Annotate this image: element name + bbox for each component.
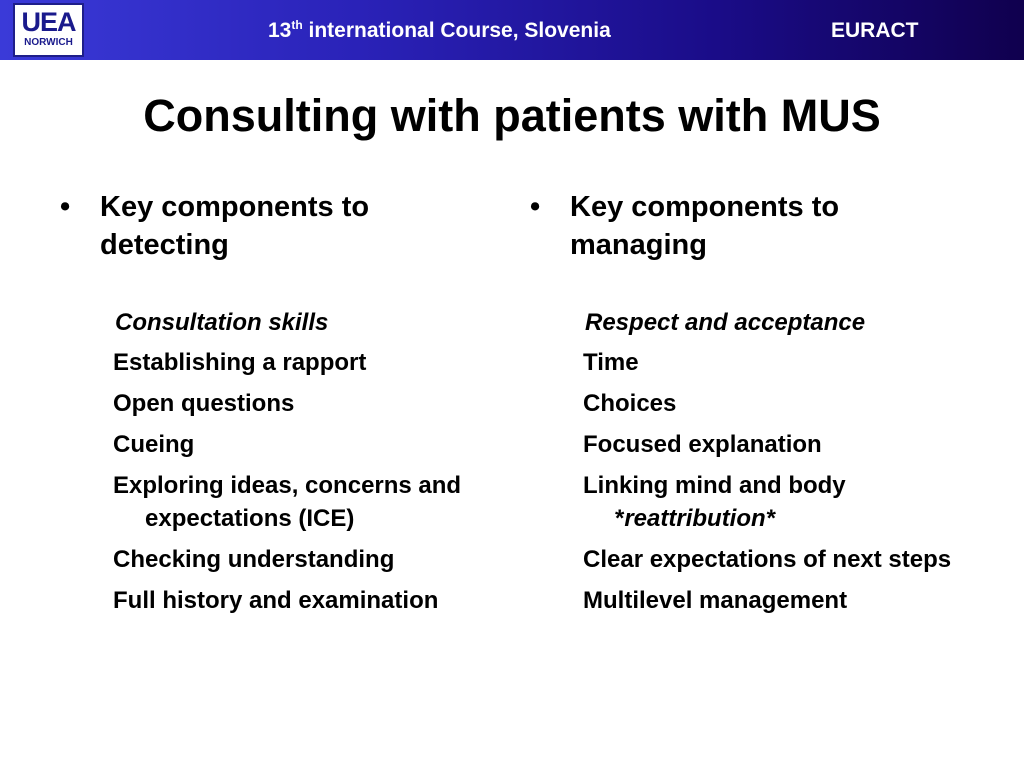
course-name: international Course, Slovenia [302, 19, 611, 42]
slide-title: Consulting with patients with MUS [143, 90, 881, 141]
header-bar [0, 0, 1024, 60]
left-item-list [60, 346, 480, 617]
left-heading-line2: detecting [100, 229, 229, 261]
bullet-icon: • [60, 191, 71, 223]
linking-suffix: * [765, 505, 776, 532]
right-column [530, 188, 970, 617]
list-item: Exploring ideas, concerns and expectations (ICE) [113, 472, 462, 532]
list-item: Open questions [113, 390, 295, 417]
uea-logo [13, 3, 84, 57]
bullet-icon: • [530, 191, 541, 223]
right-heading-line2: managing [570, 229, 707, 261]
right-item-list [530, 346, 970, 617]
list-item: Establishing a rapport [113, 349, 367, 376]
left-heading-line1: Key components to [100, 191, 370, 223]
left-subheading: Consultation skills [115, 309, 329, 336]
right-heading [530, 188, 970, 264]
list-item: Cueing [113, 431, 195, 458]
right-heading-line1: Key components to [570, 191, 840, 223]
list-item: Focused explanation [583, 431, 822, 458]
left-heading [60, 188, 480, 264]
course-number: 13 [268, 19, 292, 42]
list-item: Full history and examination [113, 587, 439, 614]
organization-label: EURACT [831, 19, 919, 42]
list-item: Clear expectations of next steps [583, 546, 952, 573]
list-item: Checking understanding [113, 546, 395, 573]
logo-text: UEA [21, 7, 76, 37]
course-ordinal: th [291, 18, 303, 32]
linking-text: Linking mind and body * [583, 472, 846, 532]
list-item: Multilevel management [583, 587, 848, 614]
list-item: Time [583, 349, 639, 376]
right-subheading: Respect and acceptance [585, 309, 866, 336]
course-title [268, 18, 611, 46]
left-column [60, 188, 480, 617]
list-item-linking [583, 469, 970, 535]
linking-italic-text: reattribution [624, 505, 766, 532]
logo-subtext: NORWICH [24, 37, 73, 48]
list-item: Choices [583, 390, 677, 417]
